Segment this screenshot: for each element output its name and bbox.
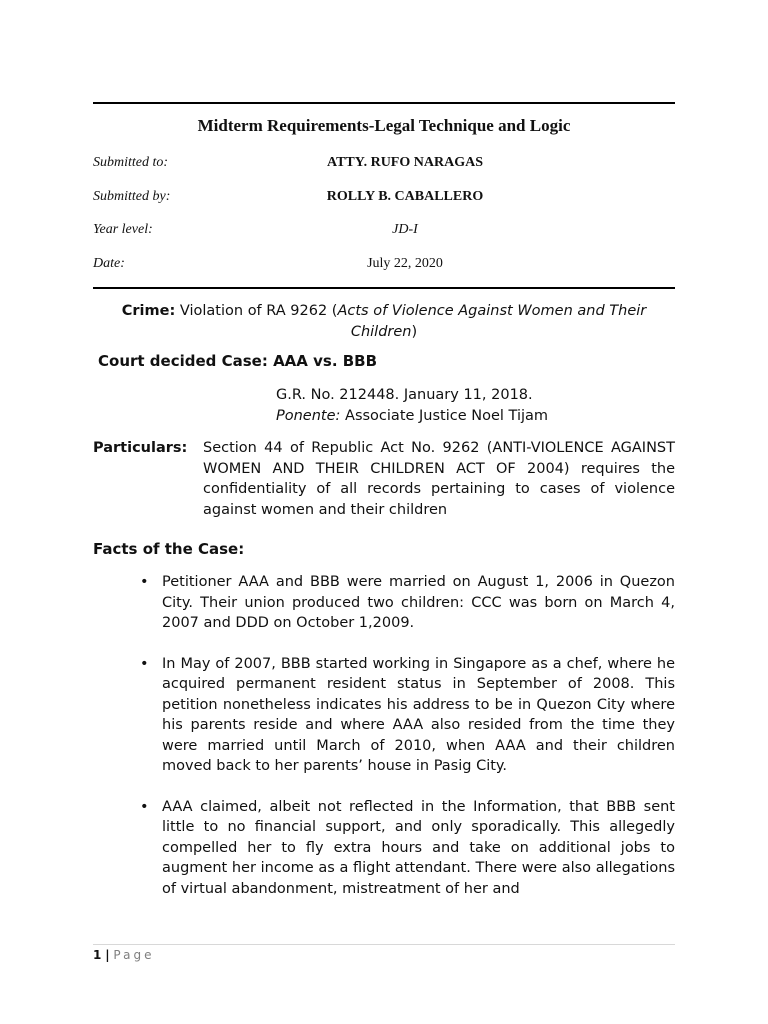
particulars-text: Section 44 of Republic Act No. 9262 (ANTI-VIOLENCE AGAINST WOMEN AND THEIR CHILDREN ACT OF 2004) requires the confidentiality of all records pertaining to cases of violence against women and their children: [203, 440, 675, 518]
page-word: Page: [113, 948, 155, 962]
crime-label: Crime:: [121, 303, 176, 319]
crime-line: [93, 301, 675, 342]
crime-text-suffix: ): [411, 323, 418, 340]
crime-text-prefix: Violation of RA 9262 (: [179, 303, 338, 319]
facts-heading: Facts of the Case:: [93, 540, 245, 558]
middle-rule: [93, 287, 675, 289]
list-item: [140, 797, 675, 900]
date-label: Date:: [93, 256, 125, 271]
court-case-heading: [98, 352, 377, 370]
page-footer: [93, 948, 154, 962]
submitted-to-label: Submitted to:: [93, 155, 169, 170]
case-citation: [276, 385, 548, 426]
bullet-icon: •: [140, 798, 149, 815]
submitted-to-value: ATTY. RUFO NARAGAS: [327, 155, 483, 170]
bullet-icon: •: [140, 655, 149, 672]
list-item: [140, 572, 675, 634]
ponente-name: Associate Justice Noel Tijam: [345, 407, 549, 424]
facts-list: [140, 572, 675, 919]
year-level-value: JD-I: [392, 222, 418, 237]
court-case-name: AAA vs. BBB: [273, 352, 378, 370]
fact-text: AAA claimed, albeit not reflected in the Information, that BBB sent little to no financial support, and only sporadically. This allegedly compelled her to fly extra hours and take on additional jobs to augment her income as a flight attendant. There were also allegations of virtual abandonment, mistreatment of her and: [162, 798, 675, 897]
fact-text: In May of 2007, BBB started working in Singapore as a chef, where he acquired permanent resident status in September of 2008. This petition nonetheless indicates his address to be in Quezon City where his parents reside and where AAA also resided from the time they were married until March of 2010, when AAA and their children moved back to her parents’ house in Pasig City.: [162, 655, 675, 774]
fact-text: Petitioner AAA and BBB were married on August 1, 2006 in Quezon City. Their union produced two children: CCC was born on March 4, 2007 and DDD on October 1,2009.: [162, 574, 675, 631]
footer-rule: [93, 944, 675, 945]
document-title: Midterm Requirements-Legal Technique and Logic: [197, 116, 571, 135]
submitted-by-value: ROLLY B. CABALLERO: [326, 189, 484, 204]
particulars-section: [93, 438, 675, 520]
particulars-label: Particulars:: [93, 440, 188, 456]
submitted-by-label: Submitted by:: [93, 189, 171, 204]
top-rule: [93, 102, 675, 104]
page-number: 1: [93, 948, 102, 962]
court-label: Court decided Case:: [98, 352, 268, 370]
ponente-label: Ponente:: [276, 407, 341, 424]
crime-text-italic: Acts of Violence Against Women and Their Children: [337, 303, 647, 340]
date-value: July 22, 2020: [367, 256, 443, 271]
footer-separator: |: [105, 948, 110, 962]
ponente-line: [276, 406, 548, 427]
gr-number: G.R. No. 212448. January 11, 2018.: [276, 387, 533, 403]
bullet-icon: •: [140, 574, 149, 590]
year-level-label: Year level:: [93, 222, 153, 237]
list-item: [140, 654, 675, 777]
